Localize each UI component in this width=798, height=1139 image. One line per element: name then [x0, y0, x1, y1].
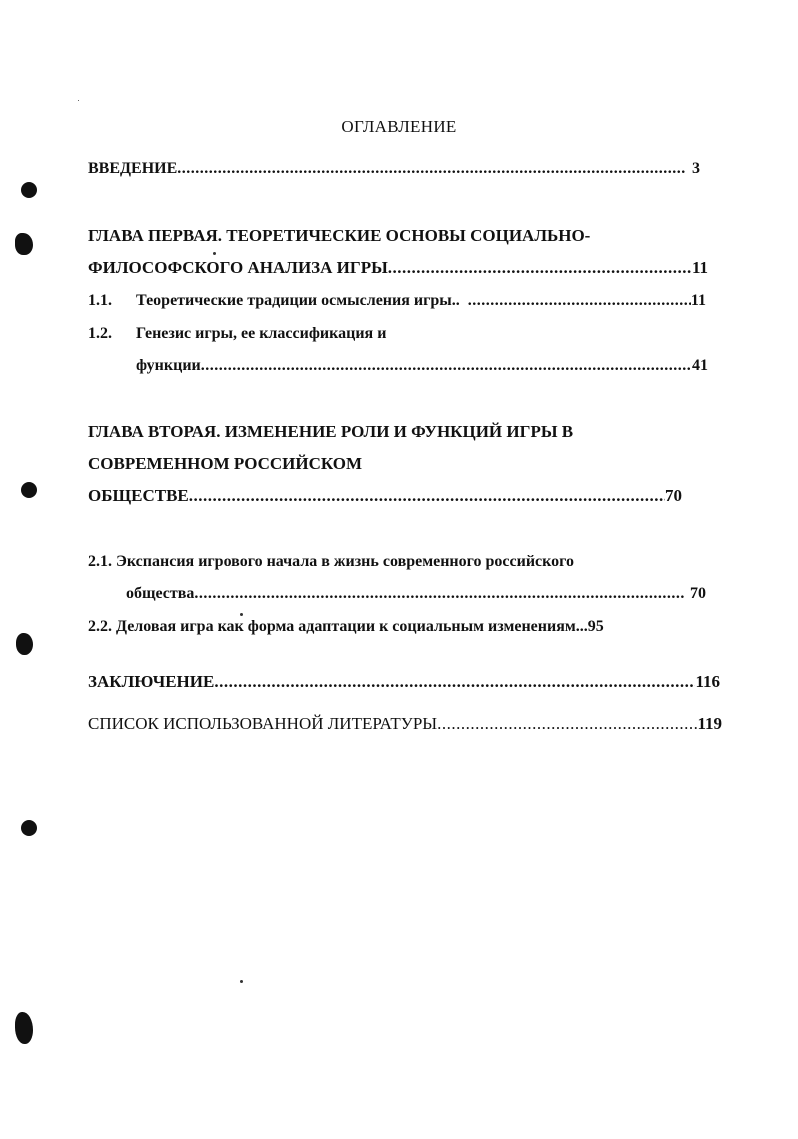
toc-entry-label: Теоретические традиции осмысления игры.. [136, 292, 460, 309]
toc-entry-page: 11 [691, 258, 708, 277]
toc-entry-label: ОБЩЕСТВЕ [88, 486, 189, 505]
toc-entry-section-2-1[interactable] [88, 553, 728, 571]
scan-speck [78, 100, 79, 101]
punch-hole-mark [16, 633, 33, 655]
toc-chapter2-line2[interactable] [88, 454, 728, 474]
scan-speck [240, 980, 243, 983]
toc-entry-page: 119 [697, 714, 722, 733]
leader-dots [201, 357, 692, 375]
leader-dots [189, 486, 665, 506]
scan-speck [213, 252, 216, 255]
leader-dots [468, 292, 691, 310]
toc-section-number: 1.2. [88, 325, 112, 342]
toc-entry-conclusion[interactable] [88, 672, 720, 692]
toc-entry-page: 70 [690, 585, 706, 602]
toc-entry-page: 70 [665, 486, 682, 505]
toc-entry-section-2-1-cont[interactable] [126, 585, 706, 603]
toc-entry-page: 3 [692, 160, 700, 177]
toc-entry-label: ЗАКЛЮЧЕНИЕ [88, 672, 215, 691]
toc-entry-section-1-2-cont[interactable] [136, 357, 708, 375]
toc-entry-chapter1[interactable] [88, 258, 708, 278]
toc-entry-page: 41 [692, 357, 708, 374]
toc-title: ОГЛАВЛЕНИЕ [341, 117, 457, 136]
toc-entry-page: 11 [690, 292, 706, 309]
toc-entry-label: СПИСОК ИСПОЛЬЗОВАННОЙ ЛИТЕРАТУРЫ [88, 714, 438, 733]
toc-entry-section-1-2[interactable] [88, 325, 648, 343]
toc-chapter1-title: ГЛАВА ПЕРВАЯ. ТЕОРЕТИЧЕСКИЕ ОСНОВЫ СОЦИАЛЬНО- [88, 226, 591, 245]
leader-dots [214, 672, 695, 692]
toc-entry-label: 2.1. Экспансия игрового начала в жизнь современного российского [88, 553, 575, 570]
toc-entry-bibliography[interactable] [88, 714, 722, 734]
leader-dots [437, 714, 697, 734]
toc-entry-label: ВВЕДЕНИЕ [88, 160, 178, 177]
punch-hole-mark [21, 182, 37, 198]
scan-speck [240, 613, 243, 616]
toc-chapter2-title: ГЛАВА ВТОРАЯ. ИЗМЕНЕНИЕ РОЛИ И ФУНКЦИЙ ИГРЫ В [88, 422, 574, 441]
toc-entry-page: 116 [695, 672, 720, 691]
punch-hole-mark [21, 820, 37, 836]
toc-entry-label: общества [126, 585, 195, 602]
leader-dots [177, 160, 686, 178]
toc-chapter1-line1[interactable] [88, 226, 728, 246]
leader-dots [388, 258, 692, 278]
toc-entry-label: 2.2. Деловая игра как форма адаптации к социальным изменениям... [88, 618, 588, 635]
toc-entry-label: функции [136, 357, 201, 374]
punch-hole-mark [21, 482, 37, 498]
toc-chapter2-line1[interactable] [88, 422, 728, 442]
leader-dots [194, 585, 684, 603]
punch-hole-mark [15, 233, 33, 255]
toc-entry-section-2-2[interactable] [88, 618, 728, 636]
toc-chapter2-title-cont: СОВРЕМЕННОМ РОССИЙСКОМ [88, 454, 363, 473]
toc-section-number: 1.1. [88, 292, 112, 309]
toc-entry-section-1-1[interactable] [88, 292, 706, 310]
toc-entry-intro[interactable] [88, 160, 700, 178]
toc-entry-page: 95 [587, 618, 604, 635]
toc-entry-chapter2[interactable] [88, 486, 682, 506]
toc-entry-label: ФИЛОСОФСКОГО АНАЛИЗА ИГРЫ [88, 258, 388, 277]
punch-hole-mark [15, 1012, 33, 1044]
toc-entry-label: Генезис игры, ее классификация и [136, 325, 387, 342]
